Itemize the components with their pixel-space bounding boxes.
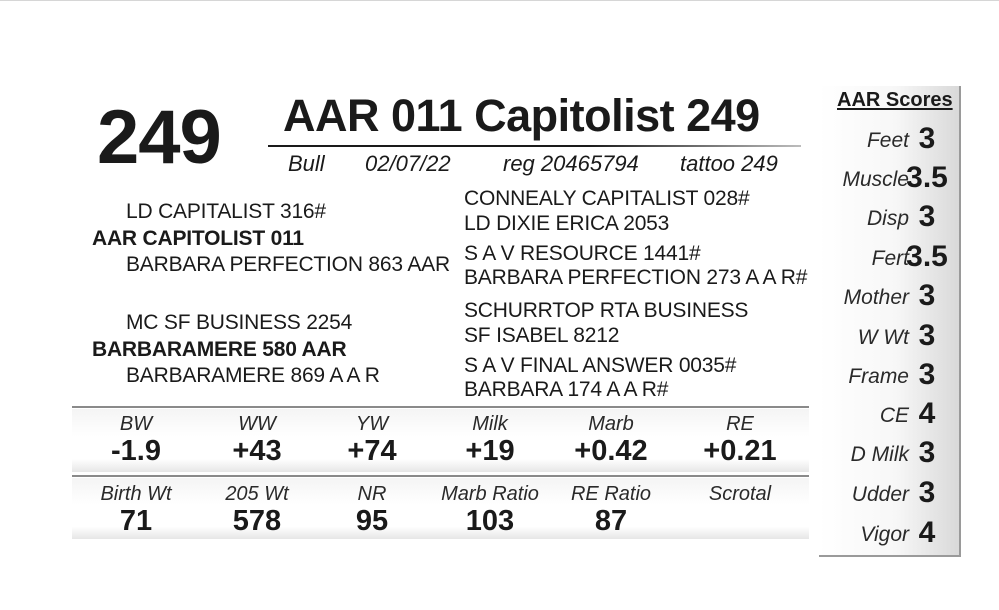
score-value: 3 [918, 476, 936, 509]
epd-yw [307, 413, 437, 467]
score-label: Feet [866, 129, 909, 152]
score-value: 3 [918, 319, 936, 352]
epd-value: +74 [347, 435, 397, 467]
score-label: W Wt [857, 326, 909, 349]
epd-panel [72, 406, 809, 472]
pedigree-ancestor: CONNEALY CAPITALIST 028# [464, 187, 750, 210]
sire-dam: BARBARA PERFECTION 863 AAR [126, 253, 450, 276]
perf-value: 87 [594, 505, 628, 537]
score-value: 3.5 [906, 161, 948, 194]
score-row [819, 475, 959, 511]
perf-value: 95 [355, 505, 389, 537]
pedigree-ancestor: SCHURRTOP RTA BUSINESS [464, 299, 749, 322]
pedigree-ancestor: S A V RESOURCE 1441# [464, 242, 701, 265]
perf-scrotal [675, 483, 805, 505]
score-label: Mother [843, 286, 909, 309]
score-label: Udder [851, 483, 909, 506]
score-row [819, 318, 959, 354]
score-value: 3.5 [906, 240, 948, 273]
lot-number: 249 [97, 95, 221, 180]
perf-value: 71 [119, 505, 153, 537]
score-row [819, 357, 959, 393]
sire-sire: LD CAPITALIST 316# [126, 200, 326, 223]
epd-label: BW [119, 413, 153, 435]
score-row [819, 396, 959, 432]
epd-bw [71, 413, 201, 467]
perf-nr [307, 483, 437, 537]
epd-ww [192, 413, 322, 467]
score-row [819, 160, 959, 196]
perf-label: NR [357, 483, 387, 505]
epd-re [675, 413, 805, 467]
dam-sire: MC SF BUSINESS 2254 [126, 311, 353, 334]
epd-value: -1.9 [111, 435, 161, 467]
score-value: 4 [918, 516, 936, 549]
epd-marb [546, 413, 676, 467]
pedigree-ancestor: BARBARA PERFECTION 273 A A R# [464, 266, 808, 289]
perf-label: RE Ratio [570, 483, 652, 505]
perf-marb-ratio [425, 483, 555, 537]
sex: Bull [288, 151, 325, 176]
pedigree-ancestor: S A V FINAL ANSWER 0035# [464, 354, 737, 377]
registration-number: reg 20465794 [503, 151, 639, 176]
aar-scores-title: AAR Scores [837, 89, 953, 111]
score-row [819, 278, 959, 314]
score-row [819, 199, 959, 235]
score-label: Disp [866, 207, 909, 230]
pedigree-ancestor: SF ISABEL 8212 [464, 324, 620, 347]
epd-value: +0.21 [703, 435, 777, 467]
perf-re-ratio [546, 483, 676, 537]
perf-value: 578 [232, 505, 282, 537]
epd-label: WW [238, 413, 276, 435]
score-label: D Milk [850, 443, 909, 466]
score-row [819, 515, 959, 551]
dam: BARBARAMERE 580 AAR [92, 338, 347, 361]
epd-label: Milk [472, 413, 508, 435]
name-divider [268, 145, 801, 147]
score-label: Frame [848, 365, 909, 388]
epd-milk [425, 413, 555, 467]
epd-label: Marb [588, 413, 634, 435]
score-label: Vigor [860, 523, 909, 546]
score-value: 3 [918, 436, 936, 469]
birth-date: 02/07/22 [365, 151, 451, 176]
score-label: CE [879, 404, 909, 427]
perf-205-weight [192, 483, 322, 537]
tattoo: tattoo 249 [680, 151, 778, 176]
epd-label: YW [355, 413, 389, 435]
score-label: Fert [871, 247, 909, 270]
epd-value: +19 [465, 435, 515, 467]
epd-label: RE [726, 413, 754, 435]
sire: AAR CAPITOLIST 011 [92, 227, 304, 250]
performance-panel [72, 475, 809, 539]
score-row [819, 121, 959, 157]
top-border [0, 0, 999, 1]
perf-label: Scrotal [708, 483, 772, 505]
score-value: 4 [918, 397, 936, 430]
score-value: 3 [918, 122, 936, 155]
score-row [819, 435, 959, 471]
score-value: 3 [918, 358, 936, 391]
pedigree-ancestor: LD DIXIE ERICA 2053 [464, 212, 670, 235]
pedigree-ancestor: BARBARA 174 A A R# [464, 378, 669, 401]
score-label: Muscle [842, 168, 909, 191]
animal-name: AAR 011 Capitolist 249 [283, 90, 760, 141]
score-value: 3 [918, 279, 936, 312]
score-value: 3 [918, 200, 936, 233]
perf-label: Marb Ratio [441, 483, 539, 505]
perf-label: Birth Wt [100, 483, 172, 505]
epd-value: +0.42 [574, 435, 648, 467]
dam-dam: BARBARAMERE 869 A A R [126, 364, 380, 387]
perf-birth-weight [71, 483, 201, 537]
perf-label: 205 Wt [225, 483, 289, 505]
epd-value: +43 [232, 435, 282, 467]
perf-value: 103 [465, 505, 515, 537]
score-row [819, 239, 959, 275]
